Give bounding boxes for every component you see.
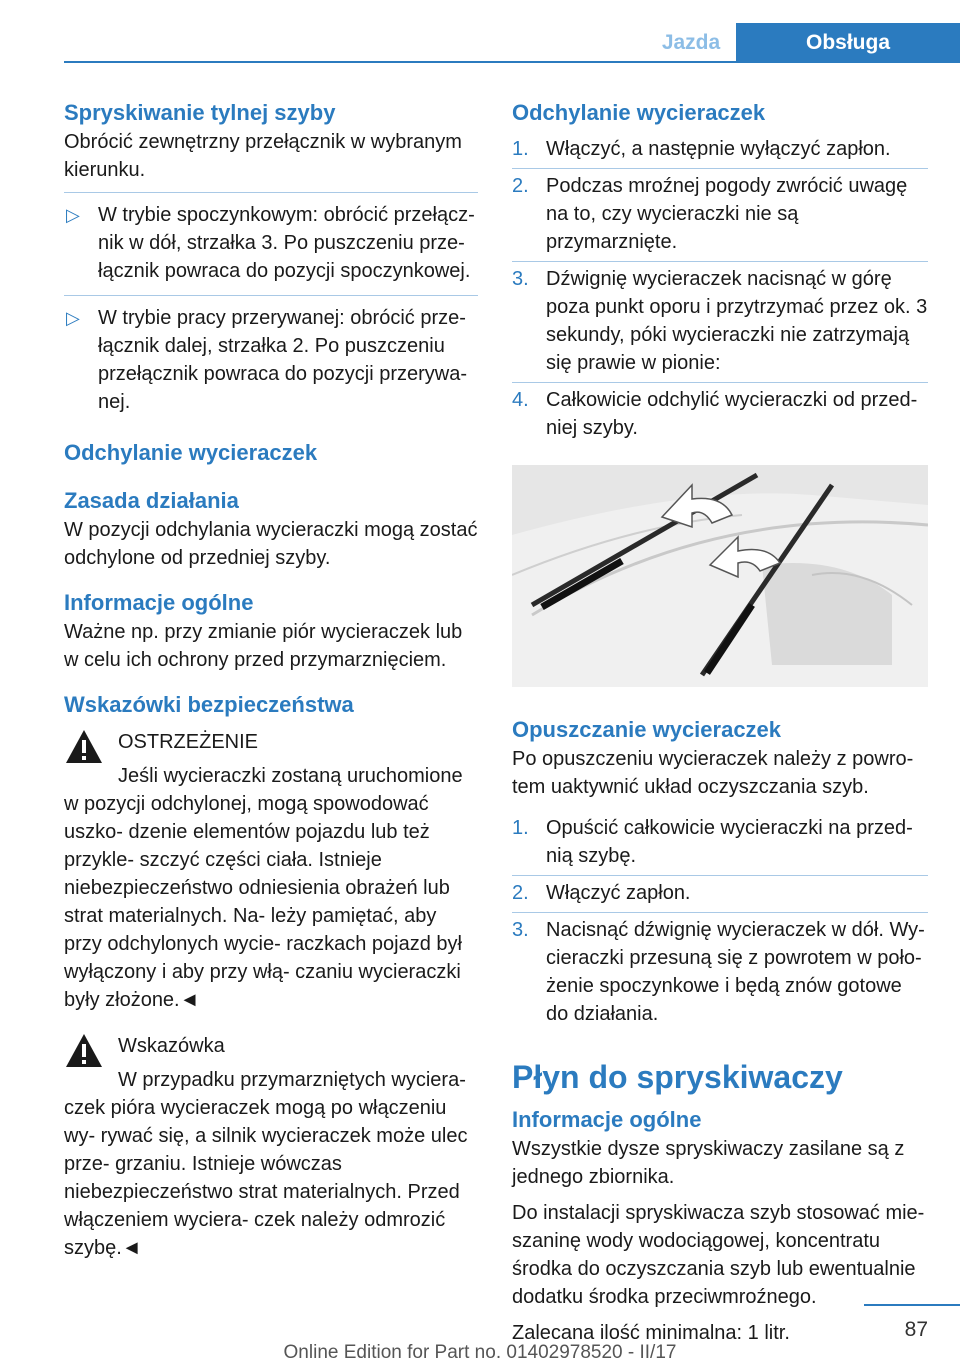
page-number: 87 [904,1318,928,1341]
warning-triangle-icon [64,728,104,766]
list-item: 3. Nacisnąć dźwignię wycieraczek w dół. Wy- cieraczki przesuną się z powrotem w poło- żenie spoczynkowe i będą znów gotowe do działania. [512,912,928,1033]
list-item: ▷ W trybie pracy przerywanej: obrócić prze- łącznik dalej, strzałka 2. Po puszczeniu przełącznik powraca do pozycji przerywa- nej. [64,295,478,426]
list-item: 1. Opuścić całkowicie wycieraczki na przed- nią szybę. [512,817,913,867]
list-item: 2. Podczas mroźnej pogody zwrócić uwagę na to, czy wycieraczki nie są przymarznięte. [512,168,928,261]
note-title: Wskazówka [118,1035,225,1057]
footer-divider [864,1304,960,1306]
subsection-title-principle: Zasada działania [64,488,239,513]
section-title-wiper-tilt: Odchylanie wycieraczek [64,440,318,465]
wiper-lower-steps [512,811,928,1033]
section-title-wiper-lower: Opuszczanie wycieraczek [512,717,782,742]
triangle-right-icon: ▷ [66,308,80,328]
paragraph-rear-washer: Obrócić zewnętrzny przełącznik w wybranym kierunku. [64,131,462,181]
triangle-right-icon: ▷ [66,205,80,225]
subsection-title-general-info: Informacje ogólne [64,590,254,615]
paragraph-principle: W pozycji odchylania wycieraczki mogą zostać odchylone od przedniej szyby. [64,519,478,569]
subsection-title-general-info-right: Informacje ogólne [512,1107,702,1132]
right-column [512,98,928,1347]
paragraph-wiper-lower: Po opuszczeniu wycieraczek należy z powro- tem uaktywnić układ oczyszczania szyb. [512,748,914,798]
list-item: 3. Dźwignię wycieraczek nacisnąć w górę poza punkt oporu i przytrzymać przez ok. 3 sekundy, póki wycieraczki nie zatrzymają się prawie w pionie: [512,261,928,382]
wiper-tilt-steps [512,132,928,447]
section-title-rear-washer: Spryskiwanie tylnej szyby [64,100,336,125]
warning-text: Jeśli wycieraczki zostaną uruchomione w pozycji odchylonej, mogą spowodować uszko- dzenie elementów pojazdu lub też przykle- szczyć części ciała. Istnieje niebezpieczeństwo odniesienia obrażeń lub strat materialnych. Na- leży pamiętać, aby przy odchylonych wycie- raczkach pojazd był wyłączony i aby przy włą- czaniu wycieraczki były złożone.◄ [64,765,463,1011]
list-item: ▷ W trybie spoczynkowym: obrócić przełącz- nik w dół, strzałka 3. Po puszczeniu prze- łącznik powraca do pozycji spoczynkowej. [64,192,478,295]
warning-block [64,728,478,1014]
paragraph-reservoir: Wszystkie dysze spryskiwaczy zasilane są z jednego zbiornika. [512,1138,905,1188]
edition-footer: Online Edition for Part no. 01402978520 - II/17 [283,1342,677,1363]
list-item: 1. Włączyć, a następnie wyłączyć zapłon. [512,138,891,160]
warning-triangle-icon [64,1032,104,1070]
paragraph-mixture: Do instalacji spryskiwacza szyb stosować mie- szaninę wody wodociągowej, koncentratu środka do oczyszczania szyb lub ewentualnie dodatku środka przeciwmroźnego. [512,1202,925,1308]
chapter-title-washer-fluid: Płyn do spryskiwaczy [512,1059,843,1095]
note-block [64,1032,478,1262]
list-item: 2. Włączyć zapłon. [512,875,928,912]
subsection-title-safety: Wskazówki bezpieczeństwa [64,692,354,717]
paragraph-general-info: Ważne np. przy zmianie piór wycieraczek lub w celu ich ochrony przed przymarznięciem. [64,621,463,671]
tab-obsluga[interactable]: Obsługa [736,23,960,62]
rear-washer-list [64,192,478,426]
paragraph-minimum-amount: Zalecana ilość minimalna: 1 litr. [512,1322,790,1344]
windshield-wiper-image [512,465,928,687]
warning-title: OSTRZEŻENIE [118,731,259,753]
left-column [64,98,478,1262]
wiper-illustration [512,465,928,687]
note-text: W przypadku przymarzniętych wyciera- czek pióra wycieraczek mogą po włączeniu wy- rywać się, a silnik wycieraczek może ulec prze- grzaniu. Istnieje wówczas niebezpieczeństwo strat materialnych. Przed włączeniem wyciera- czek należy odmrozić szybę.◄ [64,1069,468,1259]
header-divider [64,61,960,63]
section-title-wiper-tilt-steps: Odchylanie wycieraczek [512,100,766,125]
tab-jazda[interactable]: Jazda [661,31,721,54]
list-item: 4. Całkowicie odchylić wycieraczki od przed- niej szyby. [512,382,928,447]
